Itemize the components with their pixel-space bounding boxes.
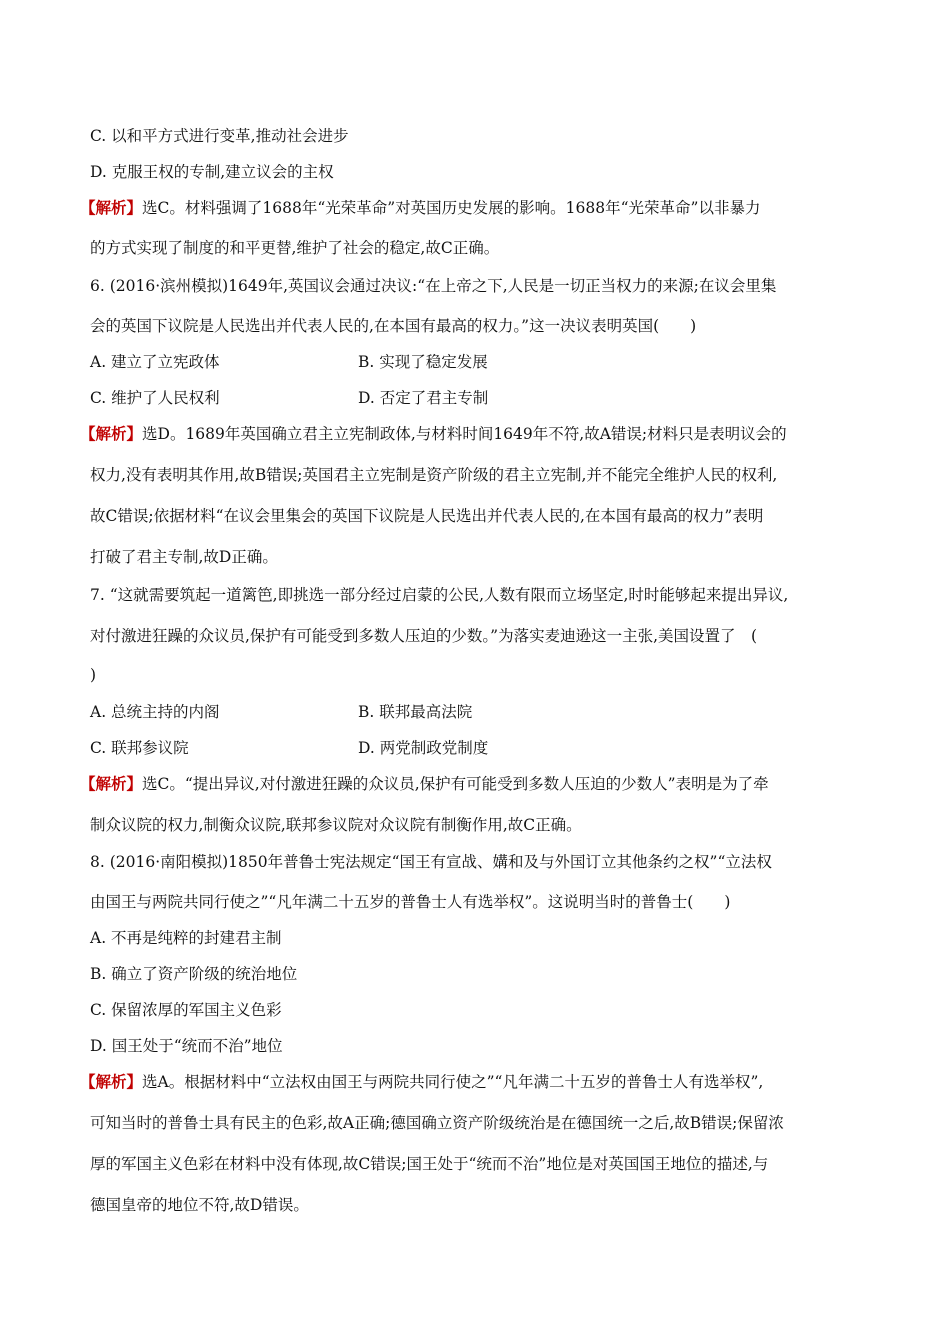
q8-analysis-line-3: 厚的军国主义色彩在材料中没有体现,故C错误;国王处于“统而不治”地位是对英国国王地位的描述,与: [90, 1155, 769, 1173]
q7-analysis-line-2: 制众议院的权力,制衡众议院,联邦参议院对众议院有制衡作用,故C正确。: [90, 816, 582, 834]
q5-option-d: D. 克服王权的专制,建立议会的主权: [90, 163, 334, 181]
q8-analysis-text-1: 选A。根据材料中“立法权由国王与两院共同行使之”“凡年满二十五岁的普鲁士人有选举权”,: [142, 1073, 764, 1091]
q7-analysis-text-1: 选C。“提出异议,对付激进狂躁的众议员,保护有可能受到多数人压迫的少数人”表明是为了牵: [142, 775, 769, 793]
q6-option-a: A. 建立了立宪政体: [90, 353, 220, 371]
q8-option-c: C. 保留浓厚的军国主义色彩: [90, 1001, 282, 1019]
analysis-tag: 【解析】: [80, 198, 143, 217]
q8-option-a: A. 不再是纯粹的封建君主制: [90, 929, 282, 947]
q5-option-c: C. 以和平方式进行变革,推动社会进步: [90, 127, 349, 145]
q6-analysis-line-1: [80, 424, 787, 444]
analysis-tag: 【解析】: [80, 424, 143, 443]
q8-analysis-line-2: 可知当时的普鲁士具有民主的色彩,故A正确;德国确立资产阶级统治是在德国统一之后,故B错误;保留浓: [90, 1114, 784, 1132]
q6-option-b: B. 实现了稳定发展: [358, 353, 488, 371]
q5-analysis-text-1: 选C。材料强调了1688年“光荣革命”对英国历史发展的影响。1688年“光荣革命”以非暴力: [142, 199, 761, 217]
q6-option-d: D. 否定了君主专制: [358, 389, 489, 407]
q7-stem-line-3: ): [90, 666, 97, 684]
q6-analysis-line-2: 权力,没有表明其作用,故B错误;英国君主立宪制是资产阶级的君主立宪制,并不能完全维护人民的权利,: [90, 466, 778, 484]
q7-stem-line-1: 7. “这就需要筑起一道篱笆,即挑选一部分经过启蒙的公民,人数有限而立场坚定,时时能够起来提出异议,: [90, 586, 789, 604]
q6-stem-line-2: 会的英国下议院是人民选出并代表人民的,在本国有最高的权力。”这一决议表明英国( ): [90, 317, 697, 335]
q7-stem-line-2: 对付激进狂躁的众议员,保护有可能受到多数人压迫的少数。”为落实麦迪逊这一主张,美国设置了 (: [90, 627, 758, 645]
q8-stem-line-2: 由国王与两院共同行使之”“凡年满二十五岁的普鲁士人有选举权”。这说明当时的普鲁士( ): [90, 893, 731, 911]
q8-analysis-line-4: 德国皇帝的地位不符,故D错误。: [90, 1196, 309, 1214]
q7-option-b: B. 联邦最高法院: [358, 703, 473, 721]
analysis-tag: 【解析】: [80, 1072, 143, 1091]
q5-analysis-line-2: 的方式实现了制度的和平更替,维护了社会的稳定,故C正确。: [90, 239, 500, 257]
q6-stem-line-1: 6. (2016·滨州模拟)1649年,英国议会通过决议:“在上帝之下,人民是一切正当权力的来源;在议会里集: [90, 277, 777, 295]
q6-analysis-line-3: 故C错误;依据材料“在议会里集会的英国下议院是人民选出并代表人民的,在本国有最高的权力”表明: [90, 507, 764, 525]
q8-stem-line-1: 8. (2016·南阳模拟)1850年普鲁士宪法规定“国王有宣战、媾和及与外国订立其他条约之权”“立法权: [90, 853, 772, 871]
q6-analysis-text-1: 选D。1689年英国确立君主立宪制政体,与材料时间1649年不符,故A错误;材料只是表明议会的: [142, 425, 787, 443]
q7-analysis-line-1: [80, 774, 769, 794]
q8-option-d: D. 国王处于“统而不治”地位: [90, 1037, 283, 1055]
q6-analysis-line-4: 打破了君主专制,故D正确。: [90, 548, 278, 566]
q7-option-c: C. 联邦参议院: [90, 739, 189, 757]
q8-analysis-line-1: [80, 1072, 763, 1092]
q7-option-a: A. 总统主持的内阁: [90, 703, 220, 721]
q5-analysis-line-1: [80, 198, 760, 218]
q6-option-c: C. 维护了人民权利: [90, 389, 220, 407]
q8-option-b: B. 确立了资产阶级的统治地位: [90, 965, 298, 983]
q7-option-d: D. 两党制政党制度: [358, 739, 489, 757]
analysis-tag: 【解析】: [80, 774, 143, 793]
